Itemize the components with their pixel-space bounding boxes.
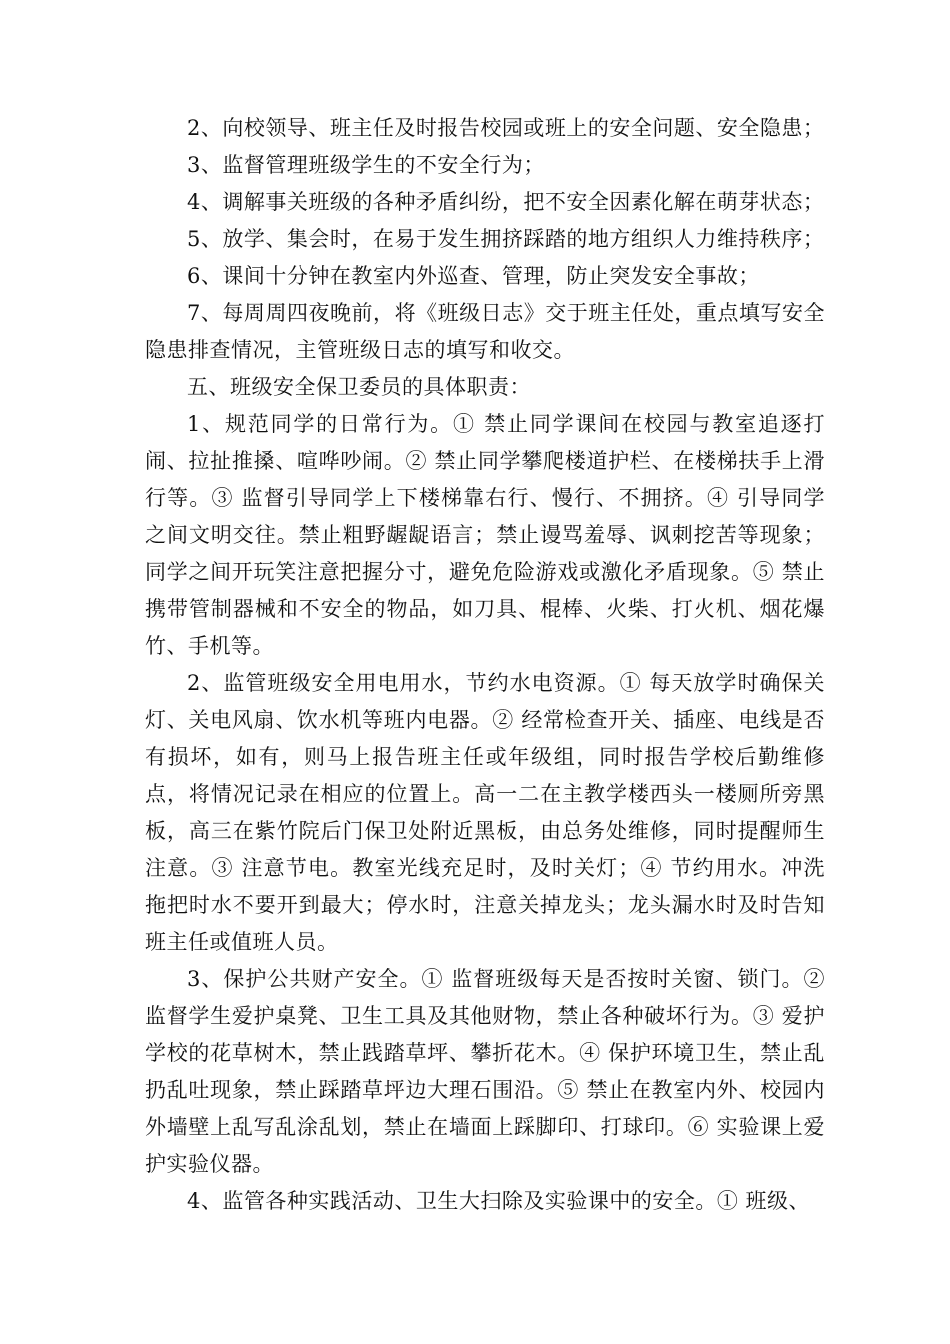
- paragraph-item-5: 5、放学、集会时，在易于发生拥挤踩踏的地方组织人力维持秩序；: [187, 227, 825, 251]
- paragraph-item-2: 2、向校领导、班主任及时报告校园或班上的安全问题、安全隐患；: [187, 116, 825, 140]
- paragraph-item-6: 6、课间十分钟在教室内外巡查、管理，防止突发安全事故；: [187, 264, 760, 288]
- paragraph-item-7: 7、每周周四夜晚前，将《班级日志》交于班主任处，重点填写安全隐患排查情况，主管班级日志的填写和收交。: [145, 301, 825, 362]
- section-heading-5: 五、班级安全保卫委员的具体职责：: [187, 375, 531, 399]
- duty-paragraph-2: 2、监管班级安全用电用水，节约水电资源。① 每天放学时确保关灯、关电风扇、饮水机等班内电器。② 经常检查开关、插座、电线是否有损坏，如有，则马上报告班主任或年级组，同时报告学校后勤维修点，将情况记录在相应的位置上。高一二在主教学楼西头一楼厕所旁黑板，高三在紫竹院后门保卫处附近黑板，由总务处维修，同时提醒师生注意。③ 注意节电。教室光线充足时，及时关灯；④ 节约用水。冲洗拖把时水不要开到最大；停水时，注意关掉龙头；龙头漏水时及时告知班主任或值班人员。: [145, 671, 825, 954]
- document-body: [145, 110, 825, 1220]
- paragraph-item-4: 4、调解事关班级的各种矛盾纠纷，把不安全因素化解在萌芽状态；: [187, 190, 825, 214]
- duty-paragraph-4: 4、监管各种实践活动、卫生大扫除及实验课中的安全。① 班级、: [187, 1189, 811, 1213]
- duty-paragraph-3: 3、保护公共财产安全。① 监督班级每天是否按时关窗、锁门。② 监督学生爱护桌凳、卫生工具及其他财物，禁止各种破坏行为。③ 爱护学校的花草树木，禁止践踏草坪、攀折花木。④ 保护环境卫生，禁止乱扔乱吐现象，禁止踩踏草坪边大理石围沿。⑤ 禁止在教室内外、校园内外墙壁上乱写乱涂乱划，禁止在墙面上踩脚印、打球印。⑥ 实验课上爱护实验仪器。: [145, 967, 825, 1176]
- paragraph-item-3: 3、监督管理班级学生的不安全行为；: [187, 153, 545, 177]
- duty-paragraph-1: 1、规范同学的日常行为。① 禁止同学课间在校园与教室追逐打闹、拉扯推搡、喧哗吵闹。② 禁止同学攀爬楼道护栏、在楼梯扶手上滑行等。③ 监督引导同学上下楼梯靠右行、慢行、不拥挤。④ 引导同学之间文明交往。禁止粗野龌龊语言；禁止谩骂羞辱、讽刺挖苦等现象；同学之间开玩笑注意把握分寸，避免危险游戏或激化矛盾现象。⑤ 禁止携带管制器械和不安全的物品，如刀具、棍棒、火柴、打火机、烟花爆竹、手机等。: [145, 412, 825, 658]
